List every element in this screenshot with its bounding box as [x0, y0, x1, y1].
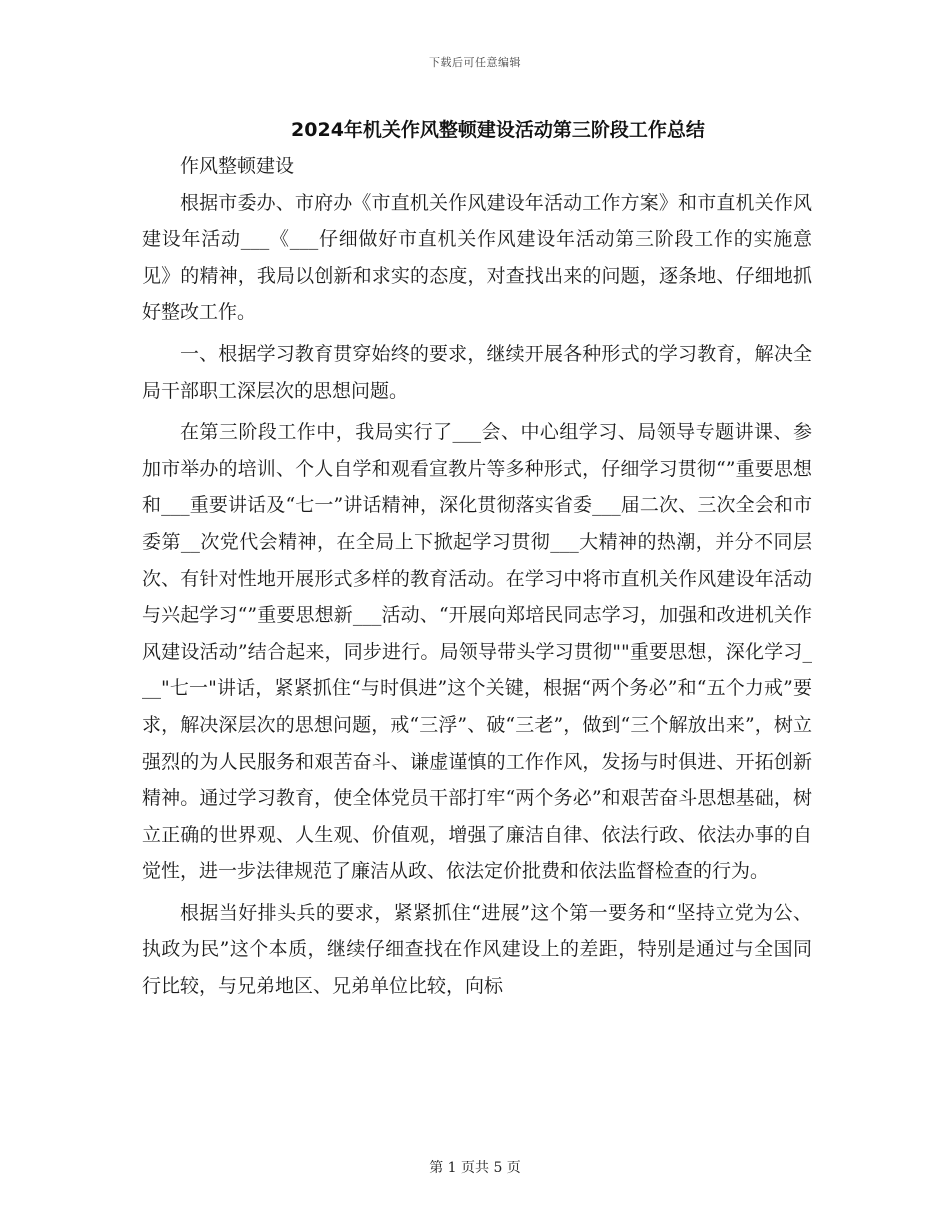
- paragraph: 根据市委办、市府办《市直机关作风建设年活动工作方案》和市直机关作风建设年活动___《___仔细做好市直机关作风建设年活动第三阶段工作的实施意见》的精神，我局以创新和求实的态度，对查找出来的问题，逐条地、仔细地抓好整改工作。: [142, 191, 812, 324]
- paragraph: 在第三阶段工作中，我局实行了___会、中心组学习、局领导专题讲课、参加市举办的培训、个人自学和观看宣教片等多种形式，仔细学习贯彻“”重要思想和___重要讲话及“七一”讲话精神，深化贯彻落实省委___届二次、三次全会和市委第__次党代会精神，在全局上下掀起学习贯彻___大精神的热潮，并分不同层次、有针对性地开展形式多样的教育活动。在学习中将市直机关作风建设年活动与兴起学习“”重要思想新___活动、“开展向郑培民同志学习，加强和改进机关作风建设活动”结合起来，同步进行。局领导带头学习贯彻""重要思想，深化学习___"七一"讲话，紧紧抓住“与时俱进”这个关键，根据“两个务必”和“五个力戒”要求，解决深层次的思想问题，戒“三浮”、破“三老”，做到“三个解放出来”，树立强烈的为人民服务和艰苦奋斗、谦虚谨慎的工作作风，发扬与时俱进、开拓创新精神。通过学习教育，使全体党员干部打牢“两个务必”和艰苦奋斗思想基础，树立正确的世界观、人生观、价值观，增强了廉洁自律、依法行政、依法办事的自觉性，进一步法律规范了廉洁从政、依法定价批费和依法监督检查的行为。: [142, 421, 812, 883]
- paragraph-subtitle: 作风整顿建设: [180, 155, 295, 177]
- page-header-note: 下载后可任意编辑: [429, 56, 521, 69]
- document-body: [142, 148, 812, 1005]
- page-footer-number: 第 1 页共 5 页: [429, 1160, 521, 1176]
- document-title: 2024年机关作风整顿建设活动第三阶段工作总结: [291, 119, 705, 141]
- paragraph: 根据当好排头兵的要求，紧紧抓住“进展”这个第一要务和“坚持立党为公、执政为民”这个本质，继续仔细查找在作风建设上的差距，特别是通过与全国同行比较，与兄弟地区、兄弟单位比较，向标: [142, 901, 812, 998]
- paragraph: 一、根据学习教育贯穿始终的要求，继续开展各种形式的学习教育，解决全局干部职工深层次的思想问题。: [142, 342, 812, 402]
